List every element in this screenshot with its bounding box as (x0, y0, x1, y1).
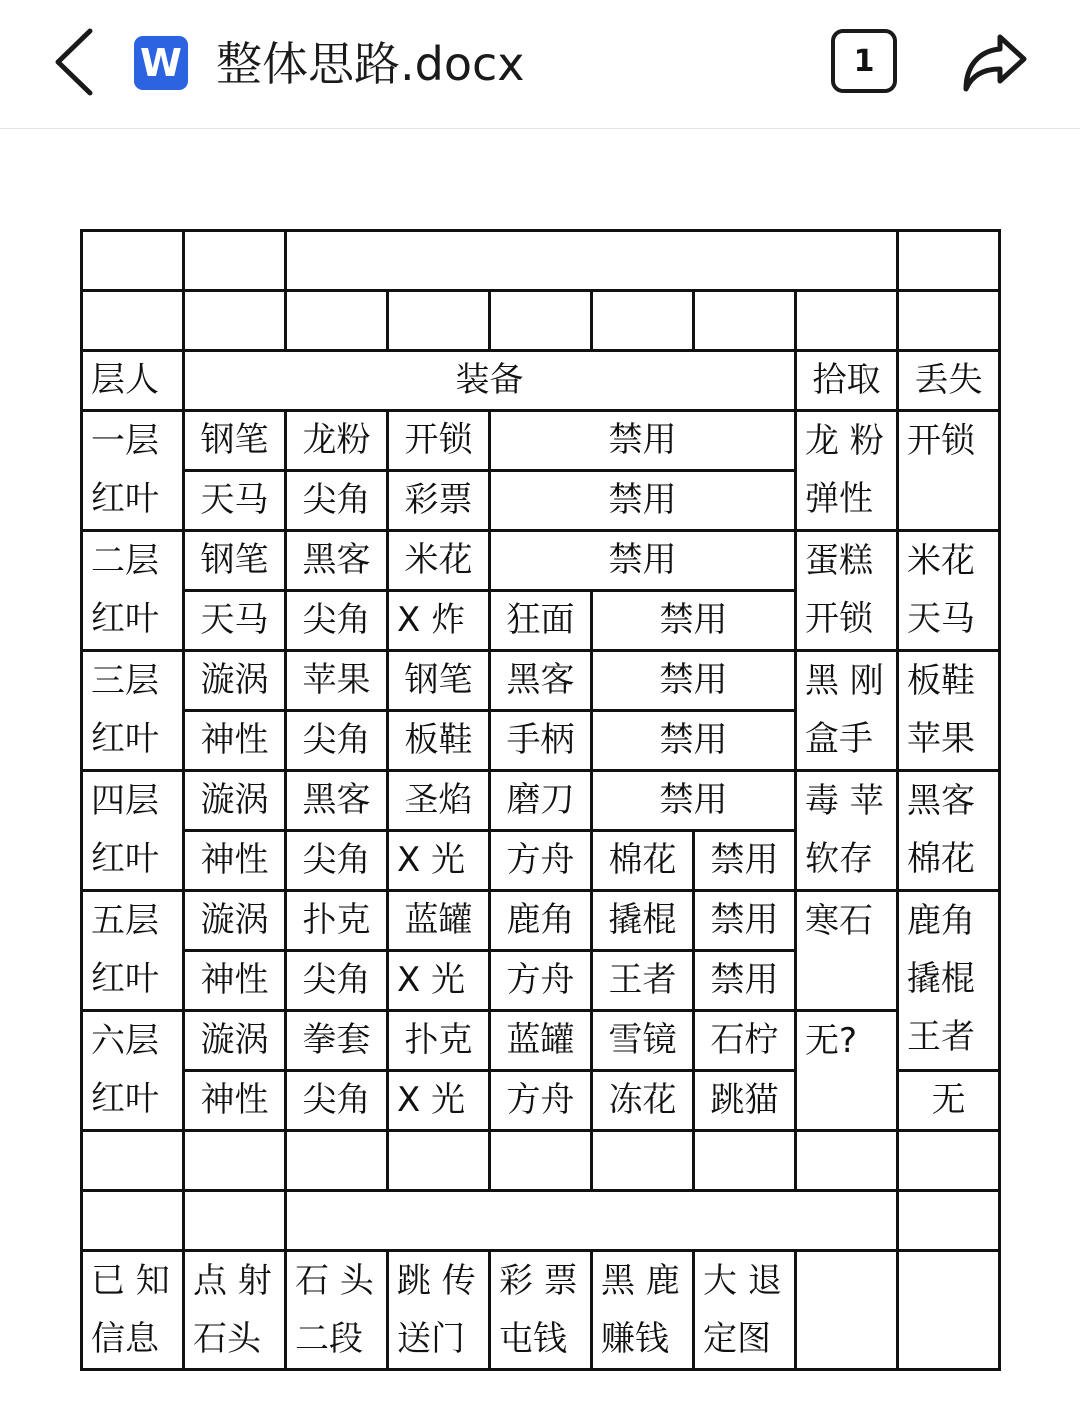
known-info-cell: 石 头 二段 (286, 1251, 388, 1370)
table-cell (82, 1191, 184, 1251)
table-cell (184, 291, 286, 351)
known-info-cell: 黑 鹿 赚钱 (592, 1251, 694, 1370)
table-cell (184, 231, 286, 291)
equip-cell: X 炸 (388, 591, 490, 651)
table-row (82, 411, 1000, 471)
equip-cell: 方舟 (490, 831, 592, 891)
banned-cell: 禁用 (592, 591, 796, 651)
banned-cell: 禁用 (694, 951, 796, 1011)
equip-cell: 跳猫 (694, 1071, 796, 1131)
banned-cell: 禁用 (592, 651, 796, 711)
equip-cell: 冻花 (592, 1071, 694, 1131)
equip-cell: 漩涡 (184, 651, 286, 711)
table-cell (898, 1251, 1000, 1370)
header-equipment: 装备 (184, 351, 796, 411)
equip-cell: 漩涡 (184, 1011, 286, 1071)
equip-cell: X 光 (388, 1071, 490, 1131)
equip-cell: 雪镜 (592, 1011, 694, 1071)
equip-cell: 天马 (184, 591, 286, 651)
equip-cell: 尖角 (286, 471, 388, 531)
lost-cell: 鹿角 撬棍 王者 (898, 891, 1000, 1071)
table-cell (490, 1131, 592, 1191)
table-cell (286, 291, 388, 351)
table-row (82, 231, 1000, 291)
table-cell (898, 291, 1000, 351)
equip-cell: 拳套 (286, 1011, 388, 1071)
banned-cell: 禁用 (694, 891, 796, 951)
equip-cell: 圣焰 (388, 771, 490, 831)
equip-cell: 神性 (184, 951, 286, 1011)
floor-label: 六层 红叶 (82, 1011, 184, 1131)
table-cell (592, 291, 694, 351)
table-cell (82, 1131, 184, 1191)
equip-cell: 棉花 (592, 831, 694, 891)
equip-cell: 尖角 (286, 951, 388, 1011)
table-cell (82, 231, 184, 291)
table-row (82, 1131, 1000, 1191)
table-row (82, 771, 1000, 831)
pickup-cell: 黑 刚 盒手 (796, 651, 898, 771)
equip-cell: 扑克 (286, 891, 388, 951)
table-cell (286, 231, 898, 291)
equip-cell: 撬棍 (592, 891, 694, 951)
known-info-cell: 彩 票 屯钱 (490, 1251, 592, 1370)
banned-cell: 禁用 (592, 771, 796, 831)
table-cell (82, 291, 184, 351)
lost-cell: 无 (898, 1071, 1000, 1131)
page-count-button[interactable]: 1 (831, 29, 897, 93)
share-arrow-icon (960, 31, 1030, 95)
lost-cell: 黑客 棉花 (898, 771, 1000, 891)
floor-label: 一层 红叶 (82, 411, 184, 531)
equip-cell: 方舟 (490, 1071, 592, 1131)
document-title: 整体思路.docx (216, 37, 525, 91)
table-row (82, 891, 1000, 951)
floor-label: 四层 红叶 (82, 771, 184, 891)
table-cell (898, 231, 1000, 291)
banned-cell: 禁用 (592, 711, 796, 771)
table-cell (184, 1191, 286, 1251)
table-cell (388, 291, 490, 351)
table-cell (796, 1131, 898, 1191)
banned-cell: 禁用 (490, 471, 796, 531)
known-info-cell: 点 射 石头 (184, 1251, 286, 1370)
equip-cell: 苹果 (286, 651, 388, 711)
equip-cell: 扑克 (388, 1011, 490, 1071)
table-cell (796, 291, 898, 351)
lost-cell: 开锁 (898, 411, 1000, 531)
pickup-cell: 龙 粉 弹性 (796, 411, 898, 531)
share-button[interactable] (958, 28, 1032, 98)
equip-cell: 石柠 (694, 1011, 796, 1071)
floor-label: 五层 红叶 (82, 891, 184, 1011)
equip-cell: 天马 (184, 471, 286, 531)
equip-cell: X 光 (388, 951, 490, 1011)
equip-cell: 钢笔 (184, 531, 286, 591)
equip-cell: 黑客 (490, 651, 592, 711)
equip-cell: 彩票 (388, 471, 490, 531)
equip-cell: 漩涡 (184, 771, 286, 831)
equip-cell: 尖角 (286, 591, 388, 651)
word-app-icon: W (134, 36, 188, 90)
pickup-cell: 毒 苹 软存 (796, 771, 898, 891)
banned-cell: 禁用 (490, 531, 796, 591)
floor-label: 二层 红叶 (82, 531, 184, 651)
known-info-cell: 跳 传 送门 (388, 1251, 490, 1370)
table-cell (184, 1131, 286, 1191)
table-cell (694, 291, 796, 351)
known-info-row (82, 1251, 1000, 1370)
equip-cell: 神性 (184, 1071, 286, 1131)
table-cell (286, 1191, 898, 1251)
equip-cell: 黑客 (286, 771, 388, 831)
equip-cell: 神性 (184, 711, 286, 771)
header-pickup: 拾取 (796, 351, 898, 411)
equip-cell: 神性 (184, 831, 286, 891)
equip-cell: 磨刀 (490, 771, 592, 831)
equip-cell: 手柄 (490, 711, 592, 771)
table-cell (490, 291, 592, 351)
equip-cell: 漩涡 (184, 891, 286, 951)
equip-cell: 狂面 (490, 591, 592, 651)
table-row (82, 651, 1000, 711)
equip-cell: 方舟 (490, 951, 592, 1011)
equip-cell: 龙粉 (286, 411, 388, 471)
equip-cell: X 光 (388, 831, 490, 891)
banned-cell: 禁用 (490, 411, 796, 471)
chevron-left-icon (52, 27, 96, 97)
pickup-cell: 寒石 (796, 891, 898, 1011)
known-info-label: 已 知 信息 (82, 1251, 184, 1370)
table-cell (898, 1131, 1000, 1191)
table-row (82, 531, 1000, 591)
equip-cell: 尖角 (286, 711, 388, 771)
table-row (82, 1191, 1000, 1251)
table-row (82, 1011, 1000, 1071)
table-cell (286, 1131, 388, 1191)
pickup-cell: 无? (796, 1011, 898, 1131)
equip-cell: 板鞋 (388, 711, 490, 771)
lost-cell: 板鞋 苹果 (898, 651, 1000, 771)
banned-cell: 禁用 (694, 831, 796, 891)
floor-label: 三层 红叶 (82, 651, 184, 771)
top-bar (0, 0, 1080, 129)
lost-cell: 米花 天马 (898, 531, 1000, 651)
equip-cell: 开锁 (388, 411, 490, 471)
equip-cell: 尖角 (286, 831, 388, 891)
table-cell (694, 1131, 796, 1191)
pickup-cell: 蛋糕 开锁 (796, 531, 898, 651)
equip-cell: 鹿角 (490, 891, 592, 951)
table-header-row (82, 351, 1000, 411)
header-lost: 丢失 (898, 351, 1000, 411)
equip-cell: 黑客 (286, 531, 388, 591)
strategy-table (80, 229, 1001, 1371)
equip-cell: 蓝罐 (490, 1011, 592, 1071)
equip-cell: 尖角 (286, 1071, 388, 1131)
table-cell (592, 1131, 694, 1191)
table-row (82, 291, 1000, 351)
table-cell (388, 1131, 490, 1191)
equip-cell: 蓝罐 (388, 891, 490, 951)
equip-cell: 钢笔 (388, 651, 490, 711)
equip-cell: 钢笔 (184, 411, 286, 471)
equip-cell: 王者 (592, 951, 694, 1011)
equip-cell: 米花 (388, 531, 490, 591)
known-info-cell: 大 退 定图 (694, 1251, 796, 1370)
document-canvas[interactable] (0, 129, 1080, 1406)
header-floor: 层人 (82, 351, 184, 411)
table-cell (796, 1251, 898, 1370)
back-button[interactable] (44, 24, 104, 100)
table-cell (898, 1191, 1000, 1251)
